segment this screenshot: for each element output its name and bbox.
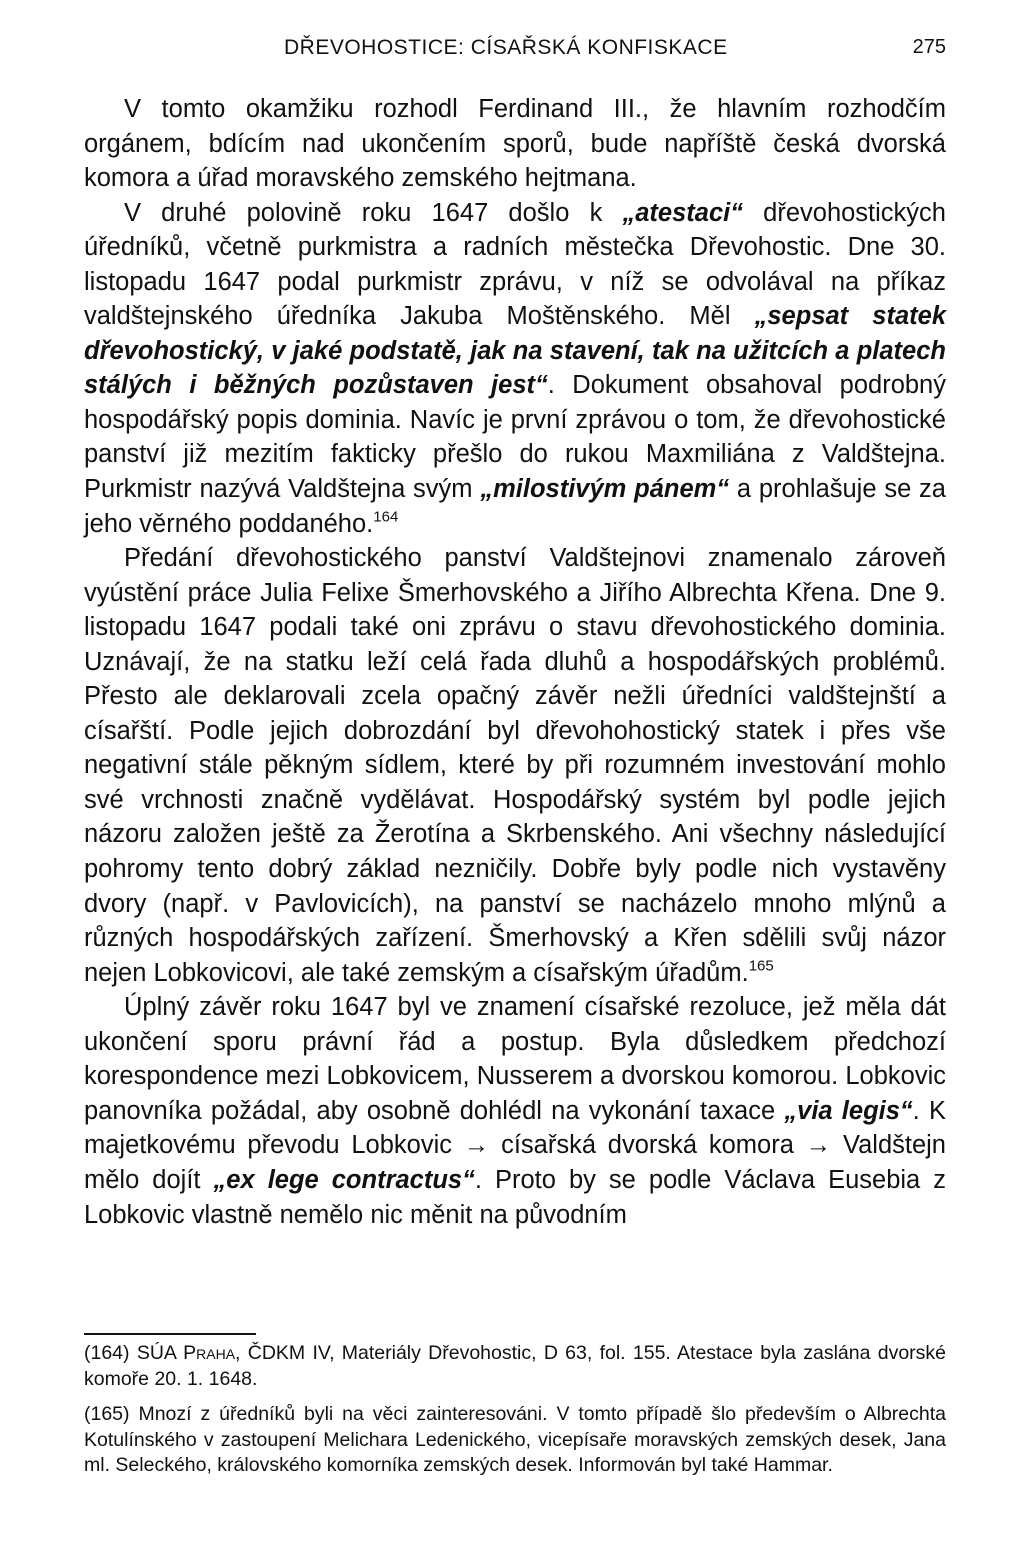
footnote-164-source: SÚA Praha [136, 1342, 236, 1364]
paragraph-3-text: Předání dřevohostického panství Valdštejnovi znamenalo zároveň vyústění práce Julia Felixe Šmerhovského a Jiřího Albrechta Křena. Dne 9. listopadu 1647 podali také oni zprávu o stavu dřevohostického dominia. Uznávají, že na statku leží celá řada dluhů a hospodářských problémů. Přesto ale deklarovali zcela opačný závěr nežli úředníci valdštejnští a císařští. Podle jejich dobrozdání byl dřevohohostický statek i přes vše negativní stále pěkným sídlem, které by při rozumném investování mohlo své vrchnosti značně vydělávat. Hospodářský systém byl podle jejich názoru založen ještě za Žerotína a Skrbenského. Ani všechny následující pohromy tento dobrý základ nezničily. Dobře byly podle nich vystavěny dvory (např. v Pavlovicích), na panství se nacházelo mnoho mlýnů a různých hospodářských zařízení. Šmerhovský a Křen sdělili svůj názor nejen Lobkovicovi, ale také zemským a císařským úřadům. [84, 544, 946, 987]
footnote-165-number: (165) [84, 1403, 130, 1425]
page-number: 275 [912, 36, 946, 58]
quote-atestaci: „atestaci“ [622, 198, 743, 227]
footnote-164 [84, 1341, 946, 1392]
paragraph-3 [84, 541, 946, 990]
paragraph-2-text-g: a prohlašuje se za jeho věrného poddaného. [84, 475, 946, 538]
footnote-165 [84, 1402, 946, 1479]
footnote-164-number: (164) [84, 1342, 130, 1364]
running-title: DŘEVOHOSTICE: CÍSAŘSKÁ KONFISKACE [284, 36, 728, 59]
footnote-164-text: , ČDKM IV, Materiály Dřevohostic, D 63, fol. 155. Atestace byla zaslána dvorské komoře 20. 1. 1648. [84, 1342, 947, 1390]
quote-sepsat-statek: „sepsat statek dřevohostický, v jaké podstatě, jak na stavení, tak na užitcích a platech stálých i běžných pozůstaven jest“ [84, 302, 947, 400]
paragraph-2-text-a: V druhé polovině roku 1647 došlo k [124, 198, 623, 227]
paragraph-4-text-a: Úplný závěr roku 1647 byl ve znamení císařské rezoluce, jež měla dát ukončení sporu právní řád a postup. Byla důsledkem předchozí korespondence mezi Lobkovicem, Nusserem a dvorskou komorou. Lobkovic panovníka požádal, aby osobně dohlédl na vykonání taxace [84, 993, 946, 1125]
quote-milostivym-panem: „milostivým pánem“ [480, 475, 730, 504]
paragraph-2 [84, 196, 946, 541]
quote-via-legis: „via legis“ [784, 1096, 913, 1125]
footnote-ref-164[interactable]: 164 [373, 508, 399, 526]
paragraph-4-text-e: . Proto by se podle Václava Eusebia z Lobkovic vlastně nemělo nic měnit na původním [84, 1165, 947, 1229]
page-header [84, 36, 946, 66]
paragraph-4 [84, 990, 946, 1232]
paragraph-2-text-e: . Dokument obsahoval podrobný hospodářský popis dominia. Navíc je první zprávou o tom, že dřevohostické panství již mezitím fakticky přešlo do rukou Maxmiliána z Valdštejna. Purkmistr nazývá Valdštejna svým [84, 371, 946, 504]
footnote-ref-165[interactable]: 165 [748, 957, 774, 975]
paragraph-2-text-c: dřevohostických úředníků, včetně purkmistra a radních městečka Dřevohostic. Dne 30. listopadu 1647 podal purkmistr zprávu, v níž se odvolával na příkaz valdštejnského úředníka Jakuba Moštěnského. Měl [84, 198, 946, 331]
footnote-divider [84, 1333, 256, 1335]
body-text [84, 92, 946, 1232]
paragraph-4-text-c: . K majetkovému převodu Lobkovic → císařská dvorská komora → Valdštejn mělo dojít [84, 1096, 946, 1194]
footnotes [84, 1341, 946, 1489]
quote-ex-lege-contractus: „ex lege contractus“ [213, 1165, 475, 1194]
paragraph-1: V tomto okamžiku rozhodl Ferdinand III., že hlavním rozhodčím orgánem, bdícím nad ukončením sporů, bude napříště česká dvorská komora a úřad moravského zemského hejtmana. [84, 95, 946, 193]
footnote-165-text: Mnozí z úředníků byli na věci zainteresováni. V tomto případě šlo především o Albrechta Kotulínského v zastoupení Melichara Ledenického, vicepísaře moravských zemských desek, Jana ml. Seleckého, královského komorníka zemských desek. Informován byl také Hammar. [84, 1403, 947, 1476]
